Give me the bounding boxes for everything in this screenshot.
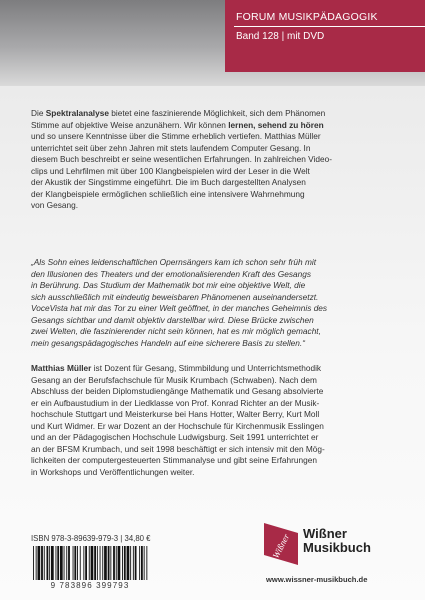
bio-line: und an der Pädagogischen Hochschule Ludwigsburg. Seit 1991 unterrichtet er [31,432,319,442]
barcode-bar [56,546,57,580]
bio-line: in Workshops und Veröffentlichungen weiter. [31,466,195,477]
barcode-bar [146,546,147,580]
quote-line: Gesangs sichtbar und damit objektiv darstellbar wird. Diese Brücke zwischen [31,314,314,325]
barcode-bar [36,546,37,580]
publisher-name-line2: Musikbuch [303,540,371,555]
barcode-bar [64,546,65,580]
quote-line: zwei Welten, die faszinierender nicht sein können, hat es mir möglich gemacht, [31,326,321,336]
series-title: FORUM MUSIKPÄDAGOGIK [236,11,378,23]
barcode-bar [122,546,123,580]
intro-line: clips und Lehrfilmen mit über 100 Klangbeispielen wird der Leser in die Welt [31,165,310,176]
barcode-bar [51,546,54,580]
barcode-bar [94,546,96,580]
bio-line: er ein Aufbaustudium in der Liedklasse von Prof. Konrad Richter an der Musik- [31,397,320,408]
barcode-bar [91,546,94,580]
barcode-bar [108,546,110,580]
bio-line: Gesang an der Berufsfachschule für Musik Krumbach (Schwaben). Nach dem [31,374,317,385]
barcode-bar [38,546,41,580]
barcode-bar [97,546,98,580]
barcode-bar [89,546,90,580]
barcode-bar [113,546,115,580]
barcode-bar [57,546,59,580]
publisher-logo-text: Wißner [270,532,292,560]
publisher-name [303,527,371,555]
keyword-sehend-hoeren: lernen, sehend zu hören [228,119,324,130]
barcode-bar [118,546,121,580]
barcode-bar [33,546,34,580]
intro-line: diesem Buch beschreibt er seine wesentlichen Erfahrungen. In zahlreichen Video- [31,154,333,164]
series-divider [234,26,425,27]
barcode-bar [110,546,111,580]
isbn-price-line [31,534,151,543]
barcode-bar [104,546,107,580]
series-subtitle [236,31,324,42]
barcode-bar [85,546,87,580]
barcode-bar [49,546,50,580]
barcode-bar [41,546,43,580]
format-label: mit DVD [287,31,325,42]
barcode-bar [130,546,131,580]
barcode-bar [83,546,84,580]
isbn: ISBN 978-3-89639-979-3 [31,534,119,543]
intro-line: unterrichtet seit über zehn Jahren mit stets laufendem Computer Gesang. In [31,142,311,153]
author-quote [31,257,401,349]
series-separator: | [281,31,285,42]
intro-line: der Akustik der Singstimme eingeführt. Die im Buch dargestellten Analysen [31,177,306,187]
bio-line: lichkeiten der computergesteuerten Stimmanalyse und gibt seine Erfahrungen [31,455,317,465]
author-bio [31,363,401,478]
publisher-logo [264,523,298,565]
publisher-url[interactable]: www.wissner-musikbuch.de [266,575,368,584]
intro-line: von Gesang. [31,200,79,210]
intro-paragraph [31,108,401,212]
quote-line: in Berührung. Das Studium der Mathematik bot mir eine objektive Welt, die [31,280,306,290]
bio-line: Matthias Müller ist Dozent für Gesang, Stimmbildung und Unterrichtsmethodik [31,363,322,373]
quote-line: VoceVista hat mir das Tor zu einer Welt geöffnet, in der manches Geheimnis des [31,303,328,313]
intro-line: der Klangbeispiele ermöglichen schließlich eine intensivere Wahrnehmung [31,188,305,199]
intro-line: Die Spektralanalyse bietet eine faszinierende Möglichkeit, sich dem Phänomen [31,108,326,118]
author-name: Matthias Müller [31,363,92,373]
barcode-bar [68,546,70,580]
barcode-bar [124,546,126,580]
bio-line: Abschluss der beiden Diplomstudiengänge Mathematik und Gesang absolvierte [31,386,324,396]
price: 34,80 € [124,534,151,543]
barcode-bar [66,546,67,580]
barcode-bar [74,546,76,580]
barcode-bar [47,546,49,580]
barcode-bar [60,546,63,580]
barcode-bar [77,546,78,580]
quote-line: „Als Sohn eines leidenschaftlichen Opernsängers kam ich schon sehr früh mit [31,257,317,267]
series-box [225,0,425,72]
barcode-bar [44,546,45,580]
quote-line: mein gesangspädagogisches Handeln auf eine sicherere Basis zu stellen.“ [31,337,305,348]
barcode-bar [127,546,130,580]
barcode-bar [100,546,101,580]
barcode [31,546,149,580]
barcode-bar [116,546,117,580]
intro-line: und so unsere Kenntnisse über die Stimme erheblich vertiefen. Matthias Müller [31,131,321,141]
bio-line: hochschule Stuttgart und Meisterkurse bei Hans Hotter, Walter Berry, Kurt Moll [31,409,320,419]
barcode-bar [133,546,134,580]
keyword-spektralanalyse: Spektralanalyse [45,108,109,118]
isbn-separator: | [120,534,123,543]
barcode-bar [80,546,81,580]
barcode-bar [102,546,103,580]
barcode-bar [144,546,145,580]
quote-line: den Illusionen des Theaters und der emotionalisierenden Kraft des Gesangs [31,268,311,279]
barcode-number: 9 783896 399793 [50,581,130,590]
bio-line: an der BFSM Krumbach, und seit 1998 beschäftigt er sich intensiv mit den Mög- [31,443,325,454]
intro-line: Stimme auf objektive Weise anzunähern. Wir können lernen, sehend zu hören [31,119,324,130]
volume-number: Band 128 [236,31,279,42]
barcode-bar [135,546,137,580]
barcode-bar [73,546,74,580]
bio-line: und Kurt Widmer. Er war Dozent an der Hochschule für Kirchenmusik Esslingen [31,420,324,431]
quote-line: sich ausschließlich mit eindeutig beweisbaren Phänomenen auseinandersetzt. [31,291,319,302]
barcode-bar [141,546,143,580]
publisher-name-line1: Wißner [303,526,347,541]
barcode-bar [139,546,140,580]
